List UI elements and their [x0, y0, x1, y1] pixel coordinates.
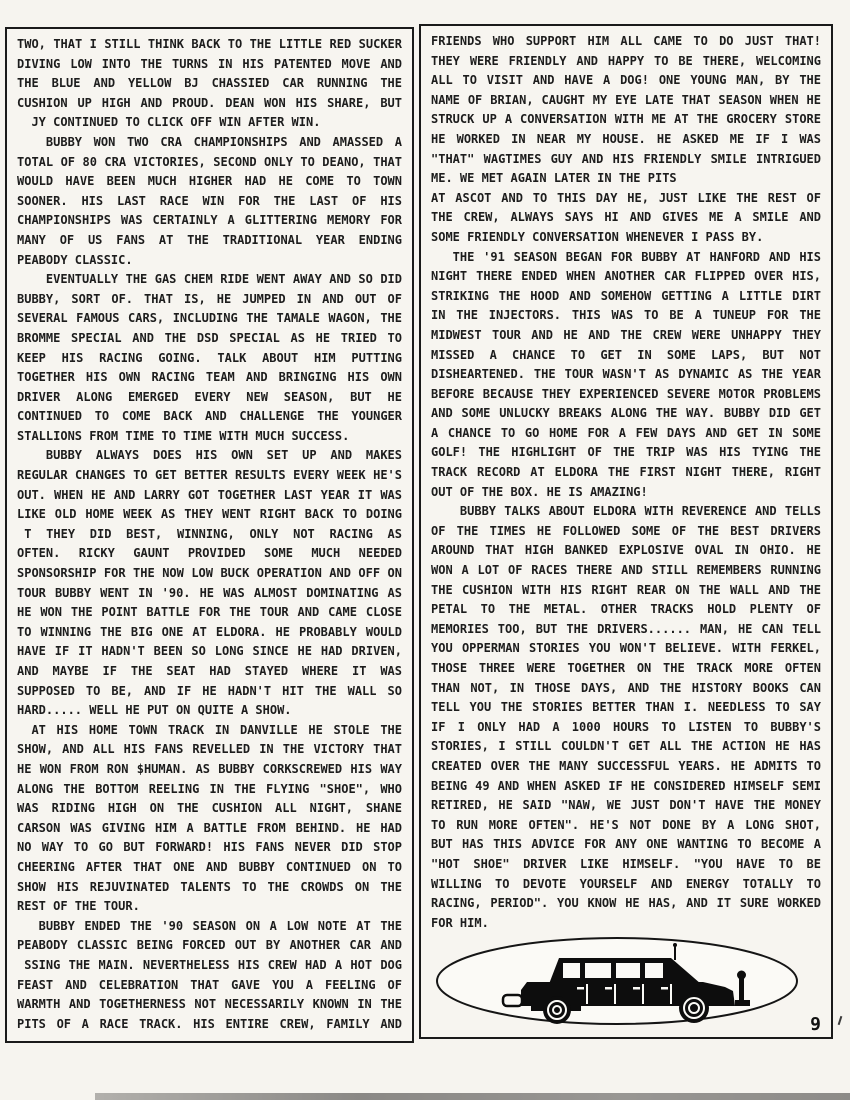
text-line: YOU OPPERMAN STORIES YOU WON'T BELIEVE. WITH FERKEL, — [431, 641, 821, 656]
car-illustration-frame — [433, 936, 801, 1026]
text-line: REST OF THE TOUR. — [17, 899, 140, 914]
text-line: THAN NOT, IN THOSE DAYS, AND THE HISTORY BOOKS CAN — [431, 680, 821, 695]
text-line: HAVE IF IT HADN'T BEEN SO LONG SINCE HE HAD DRIVEN, — [17, 644, 402, 659]
text-line: WILLING TO DEVOTE YOURSELF AND ENERGY TOTALLY TO — [431, 876, 821, 891]
text-line: SPONSORSHIP FOR THE NOW LOW BUCK OPERATION AND OFF ON — [17, 566, 402, 581]
text-line: BUBBY ALWAYS DOES HIS OWN SET UP AND MAKES — [45, 448, 402, 463]
text-line: BUBBY ENDED THE '90 SEASON ON A LOW NOTE AT THE — [38, 918, 402, 933]
text-line: STORIES, I STILL COULDN'T GET ALL THE ACTION HE HAS — [431, 739, 821, 754]
text-line: WON A LOT OF RACES THERE AND STILL REMEMBERS RUNNING — [431, 563, 821, 578]
text-line: GOLF! THE HIGHLIGHT OF THE TRIP WAS HIS TYING THE — [431, 445, 821, 460]
text-line: RACING, PERIOD". YOU KNOW HE HAS, AND IT SURE WORKED — [431, 896, 821, 911]
text-line: TOTAL OF 80 CRA VICTORIES, SECOND ONLY TO DEANO, THAT — [17, 154, 402, 169]
text-line: SUPPOSED TO BE, AND IF HE HADN'T HIT THE WALL SO — [17, 683, 402, 698]
text-line: SOME FRIENDLY CONVERSATION WHENEVER I PASS BY. — [431, 229, 764, 244]
text-line: CUSHION UP HIGH AND PROUD. DEAN WON HIS SHARE, BUT — [17, 95, 402, 110]
text-line: PEABODY CLASSIC BEING FORCED OUT BY ANOTHER CAR AND — [17, 938, 402, 953]
text-line: MEMORIES TOO, BUT THE DRIVERS...... MAN, HE CAN TELL — [431, 621, 821, 636]
text-line: NAME OF BRIAN, CAUGHT MY EYE LATE THAT SEASON WHEN HE — [431, 92, 821, 107]
text-line: BUBBY, SORT OF. THAT IS, HE JUMPED IN AND OUT OF — [17, 291, 402, 306]
limousine-icon — [433, 936, 801, 1026]
text-line: THE CUSHION WITH HIS RIGHT REAR ON THE WALL AND THE — [431, 582, 821, 597]
text-line: AND MAYBE IF THE SEAT HAD STAYED WHERE IT WAS — [17, 664, 402, 678]
text-line: STRIKING THE HOOD AND SOMEHOW GETTING A LITTLE DIRT — [431, 288, 821, 303]
text-line: BEING 49 AND WHEN ASKED IF HE CONSIDERED HIMSELF SEMI — [431, 778, 821, 793]
text-line: PEABODY CLASSIC. — [17, 252, 133, 267]
text-line: NO WAY TO GO BUT FORWARD! HIS FANS NEVER DID STOP — [17, 840, 402, 855]
text-line: SOONER. HIS LAST RACE WIN FOR THE LAST OF HIS — [17, 193, 402, 208]
text-line: ME. WE MET AGAIN LATER IN THE PITS — [431, 171, 677, 186]
scan-edge-shadow — [95, 1093, 850, 1100]
text-line: OUT. WHEN HE AND LARRY GOT TOGETHER LAST YEAR IT WAS — [17, 487, 402, 502]
text-line: REGULAR CHANGES TO GET BETTER RESULTS EVERY WEEK HE'S — [17, 468, 402, 483]
text-line: AT HIS HOME TOWN TRACK IN DANVILLE HE STOLE THE — [31, 722, 402, 737]
text-line: JY CONTINUED TO CLICK OFF WIN AFTER WIN. — [31, 115, 321, 130]
text-line: IN THE INJECTORS. THIS WAS TO BE A TUNEUP FOR THE — [431, 308, 821, 323]
text-line: TO RUN MORE OFTEN". HE'S NOT DONE BY A LONG SHOT, — [431, 817, 821, 832]
text-line: FOR HIM. — [431, 915, 489, 930]
text-line: AROUND THAT HIGH BANKED EXPLOSIVE OVAL IN OHIO. HE — [431, 543, 821, 558]
text-line: HE WORKED IN NEAR MY HOUSE. HE ASKED ME IF I WAS — [431, 131, 821, 146]
text-line: SHOW, AND ALL HIS FANS REVELLED IN THE VICTORY THAT — [17, 742, 402, 757]
text-line: ALONG THE BOTTOM REELING IN THE FLYING "SHOE", WHO — [17, 781, 402, 796]
text-line: TWO, THAT I STILL THINK BACK TO THE LITTLE RED SUCKER — [17, 37, 402, 51]
text-line: BROMME SPECIAL AND THE DSD SPECIAL AS HE TRIED TO — [17, 330, 402, 345]
text-line: MANY OF US FANS AT THE TRADITIONAL YEAR ENDING — [17, 232, 402, 247]
text-line: "HOT SHOE" DRIVER LIKE HIMSELF. "YOU HAVE TO BE — [431, 856, 821, 871]
text-line: STRUCK UP A CONVERSATION WITH ME AT THE GROCERY STORE — [431, 112, 821, 127]
text-line: WAS RIDING HIGH ON THE CUSHION ALL NIGHT, SHANE — [17, 801, 402, 816]
text-line: IF I ONLY HAD A 1000 HOURS TO LISTEN TO BUBBY'S — [431, 719, 821, 734]
left-text-column — [5, 27, 414, 1043]
text-line: THE BLUE AND YELLOW BJ CHASSIED CAR RUNNING THE — [17, 76, 402, 91]
text-line: DIVING LOW INTO THE TURNS IN HIS PATENTED MOVE AND — [17, 56, 402, 71]
right-column-lines — [431, 32, 821, 933]
text-line: PITS OF A RACE TRACK. HIS ENTIRE CREW, FAMILY AND — [17, 1016, 402, 1031]
text-line: A CHANCE TO GO HOME FOR A FEW DAYS AND GET IN SOME — [431, 425, 821, 440]
text-line: LIKE OLD HOME WEEK AS THEY WENT RIGHT BACK TO DOING — [17, 507, 402, 522]
text-line: BEFORE BECAUSE THEY EXPERIENCED SEVERE MOTOR PROBLEMS — [431, 386, 821, 401]
text-line: OFTEN. RICKY GAUNT PROVIDED SOME MUCH NEEDED — [17, 546, 402, 561]
text-line: FRIENDS WHO SUPPORT HIM ALL CAME TO DO JUST THAT! — [431, 34, 821, 48]
text-line: DRIVER ALONG EMERGED EVERY NEW SEASON, BUT HE — [17, 389, 402, 404]
text-line: HE WON THE POINT BATTLE FOR THE TOUR AND CAME CLOSE — [17, 605, 402, 620]
text-line: WARMTH AND TOGETHERNESS NOT NECESSARILY KNOWN IN THE — [17, 997, 402, 1012]
text-line: "THAT" WAGTIMES GUY AND HIS FRIENDLY SMILE INTRIGUED — [431, 151, 821, 166]
text-line: BUBBY TALKS ABOUT ELDORA WITH REVERENCE AND TELLS — [459, 504, 821, 519]
text-line: OUT OF THE BOX. HE IS AMAZING! — [431, 484, 648, 499]
text-line: CREATED OVER THE MANY SUCCESSFUL YEARS. HE ADMITS TO — [431, 758, 821, 773]
text-line: STALLIONS FROM TIME TO TIME WITH MUCH SUCCESS. — [17, 428, 350, 443]
text-line: MISSED A CHANCE TO GET IN SOME LAPS, BUT NOT — [431, 347, 821, 362]
text-line: CONTINUED TO COME BACK AND CHALLENGE THE YOUNGER — [17, 409, 402, 424]
text-line: TRACK RECORD AT ELDORA THE FIRST NIGHT THERE, RIGHT — [431, 465, 821, 480]
right-text-column — [419, 24, 833, 1039]
text-line: TOGETHER HIS OWN RACING TEAM AND BRINGING HIS OWN — [17, 370, 402, 385]
text-line: THE '91 SEASON BEGAN FOR BUBBY AT HANFORD AND HIS — [452, 249, 821, 264]
text-line: KEEP HIS RACING GOING. TALK ABOUT HIM PUTTING — [17, 350, 402, 365]
text-line: WOULD HAVE BEEN MUCH HIGHER HAD HE COME TO TOWN — [17, 174, 402, 189]
text-line: MIDWEST TOUR AND HE AND THE CREW WERE UNHAPPY THEY — [431, 327, 821, 342]
text-line: TOUR BUBBY WENT IN '90. HE WAS ALMOST DOMINATING AS — [17, 585, 402, 600]
text-line: THOSE THREE WERE TOGETHER ON THE TRACK MORE OFTEN — [431, 661, 821, 675]
text-line: BUT HAS THIS ADVICE FOR ANY ONE WANTING TO BECOME A — [431, 837, 821, 852]
text-line: NIGHT THERE ENDED WHEN ANOTHER CAR FLIPPED OVER HIS, — [431, 269, 821, 284]
text-line: RETIRED, HE SAID "NAW, WE JUST DON'T HAVE THE MONEY — [431, 798, 821, 813]
text-line: SSING THE MAIN. NEVERTHELESS HIS CREW HAD A HOT DOG — [24, 957, 402, 972]
text-line: ALL TO VISIT AND HAVE A DOG! ONE YOUNG MAN, BY THE — [431, 73, 821, 88]
text-line: BUBBY WON TWO CRA CHAMPIONSHIPS AND AMASSED A — [45, 134, 402, 149]
text-line: AT ASCOT AND TO THIS DAY HE, JUST LIKE THE REST OF — [431, 190, 821, 205]
text-line: PETAL TO THE METAL. OTHER TRACKS HOLD PLENTY OF — [431, 602, 821, 617]
text-line: CHAMPIONSHIPS WAS CERTAINLY A GLITTERING MEMORY FOR — [17, 213, 402, 228]
text-line: DISHEARTENED. THE TOUR WASN'T AS DYNAMIC AS THE YEAR — [431, 367, 821, 382]
text-line: AND SOME UNLUCKY BREAKS ALONG THE WAY. BUBBY DID GET — [431, 406, 821, 421]
text-line: THEY WERE FRIENDLY AND HAPPY TO BE THERE, WELCOMING — [431, 53, 821, 68]
scan-speck-mark — [838, 1016, 843, 1025]
text-line: T THEY DID BEST, WINNING, ONLY NOT RACING AS — [24, 526, 402, 541]
text-line: TO WINNING THE BIG ONE AT ELDORA. HE PROBABLY WOULD — [17, 624, 402, 639]
text-line: FEAST AND CELEBRATION THAT GAVE YOU A FEELING OF — [17, 977, 402, 992]
text-line: HARD..... WELL HE PUT ON QUITE A SHOW. — [17, 703, 292, 718]
text-line: HE WON FROM RON $HUMAN. AS BUBBY CORKSCREWED HIS WAY — [17, 761, 402, 776]
text-line: CHEERING AFTER THAT ONE AND BUBBY CONTINUED ON TO — [17, 859, 402, 874]
page-number: 9 — [810, 1014, 821, 1035]
text-line: SEVERAL FAMOUS CARS, INCLUDING THE TAMALE WAGON, THE — [17, 311, 402, 326]
left-column-lines — [17, 35, 402, 1034]
text-line: OF THE TIMES HE FOLLOWED SOME OF THE BEST DRIVERS — [431, 523, 821, 538]
text-line: CARSON WAS GIVING HIM A BATTLE FROM BEHIND. HE HAD — [17, 820, 402, 835]
text-line: THE CREW, ALWAYS SAYS HI AND GIVES ME A SMILE AND — [431, 210, 821, 225]
text-line: EVENTUALLY THE GAS CHEM RIDE WENT AWAY AND SO DID — [45, 272, 402, 287]
text-line: TELL YOU THE STORIES BETTER THAN I. NEEDLESS TO SAY — [431, 700, 821, 715]
text-line: SHOW HIS REJUVINATED TALENTS TO THE CROWDS ON THE — [17, 879, 402, 894]
